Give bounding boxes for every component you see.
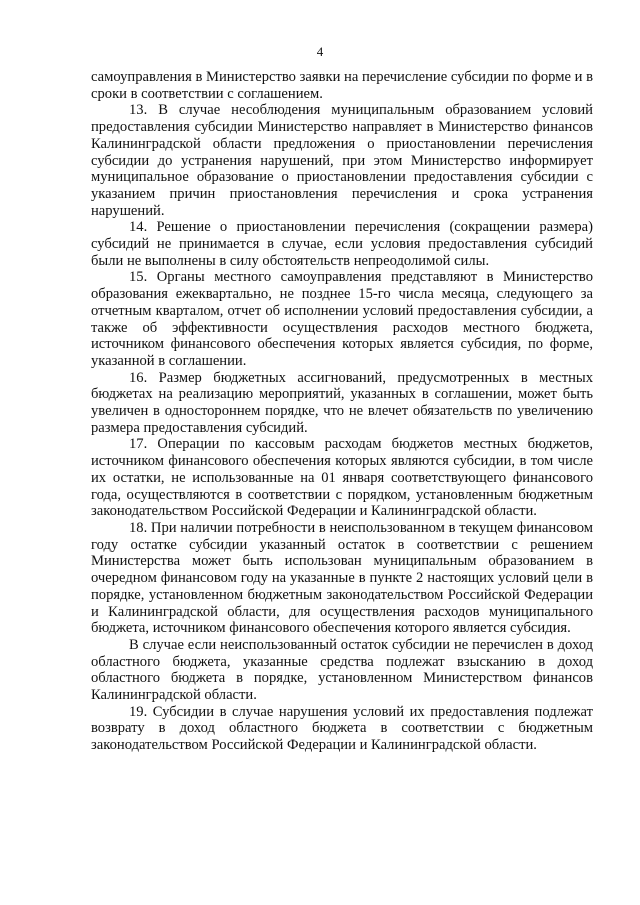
paragraph-17: 17. Операции по кассовым расходам бюджетов местных бюджетов, источником финансового обеспечения которых являются субсидии, в том числе их остатки, не использованные на 01 января соответствующего финансового года, осуществляются в соответствии с порядком, установленным бюджетным законодательством Российской Федерации и Калининградской области. [91, 436, 593, 520]
paragraph-18-addendum: В случае если неиспользованный остаток субсидии не перечислен в доход областного бюджета, указанные средства подлежат взысканию в доход областного бюджета в порядке, установленном Министерством финансов Калининградской области. [91, 636, 593, 704]
paragraph-14: 14. Решение о приостановлении перечисления (сокращении размера) субсидий не принимается в случае, если условия предоставления субсидий были не выполнены в силу обстоятельств непреодолимой силы. [91, 219, 593, 269]
paragraph-15: 15. Органы местного самоуправления представляют в Министерство образования ежеквартально, не позднее 15-го числа месяца, следующего за отчетным кварталом, отчет об исполнении условий предоставления субсидии, а также об эффективности осуществления расходов местного бюджета, источником финансового обеспечения которых является субсидия, по форме, указанной в соглашении. [91, 269, 593, 369]
paragraph-18: 18. При наличии потребности в неиспользованном в текущем финансовом году остатке субсидии указанный остаток в соответствии с решением Министерства может быть использован муниципальным образованием в очередном финансовом году на указанные в пункте 2 настоящих условий цели в порядке, установленном бюджетным законодательством Российской Федерации и Калининградской области, для осуществления расходов муниципального бюджета, источником финансового обеспечения которого является субсидия. [91, 519, 593, 637]
document-body [91, 69, 593, 754]
paragraph-13: 13. В случае несоблюдения муниципальным образованием условий предоставления субсидии Министерство направляет в Министерство финансов Калининградской области предложения о приостановлении перечисления субсидии до устранения нарушений, при этом Министерство информирует муниципальное образование о приостановлении предоставления субсидии с указанием причин приостановления перечисления и срока устранения нарушений. [91, 102, 593, 219]
paragraph-19: 19. Субсидии в случае нарушения условий их предоставления подлежат возврату в доход областного бюджета в соответствии с бюджетным законодательством Российской Федерации и Калининградской области. [91, 703, 593, 754]
page-number: 4 [316, 44, 324, 59]
paragraph-continuation: самоуправления в Министерство заявки на перечисление субсидии по форме и в сроки в соответствии с соглашением. [91, 69, 593, 102]
paragraph-16: 16. Размер бюджетных ассигнований, предусмотренных в местных бюджетах на реализацию мероприятий, указанных в соглашении, может быть увеличен в одностороннем порядке, что не влечет обязательств по увеличению размера предоставления субсидий. [91, 369, 593, 436]
